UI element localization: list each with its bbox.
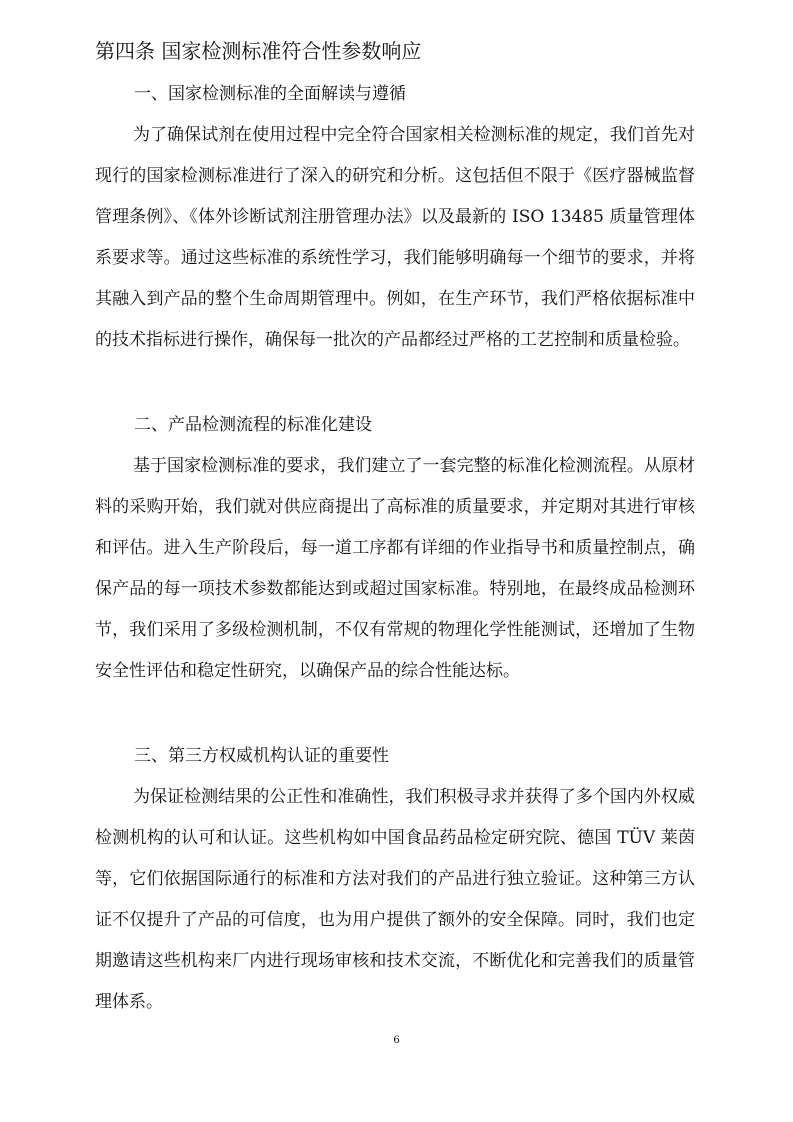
- article-title: 第四条 国家检测标准符合性参数响应: [95, 39, 422, 63]
- section-paragraph-1: 为了确保试剂在使用过程中完全符合国家相关检测标准的规定，我们首先对现行的国家检测标准进行了深入的研究和分析。这包括但不限于《医疗器械监督管理条例》、《体外诊断试剂注册管理办法》以及最新的 ISO 13485 质量管理体系要求等。通过这些标准的系统性学习，我们能够明确每一个细节的要求，并将其融入到产品的整个生命周期管理中。例如，在生产环节，我们严格依据标准中的技术指标进行操作，确保每一批次的产品都经过严格的工艺控制和质量检验。: [95, 125, 695, 350]
- section-paragraph-2: 基于国家检测标准的要求，我们建立了一套完整的标准化检测流程。从原材料的采购开始，我们就对供应商提出了高标准的质量要求，并定期对其进行审核和评估。进入生产阶段后，每一道工序都有详细的作业指导书和质量控制点，确保产品的每一项技术参数都能达到或超过国家标准。特别地，在最终成品检测环节，我们采用了多级检测机制，不仅有常规的物理化学性能测试，还增加了生物安全性评估和稳定性研究，以确保产品的综合性能达标。: [95, 456, 695, 681]
- section-heading-2: 二、产品检测流程的标准化建设: [134, 415, 372, 435]
- section-paragraph-3: 为保证检测结果的公正性和准确性，我们积极寻求并获得了多个国内外权威检测机构的认可和认证。这些机构如中国食品药品检定研究院、德国 TÜV 莱茵等，它们依据国际通行的标准和方法对我们的产品进行独立验证。这种第三方认证不仅提升了产品的可信度，也为用户提供了额外的安全保障。同时，我们也定期邀请这些机构来厂内进行现场审核和技术交流，不断优化和完善我们的质量管理体系。: [95, 787, 695, 1012]
- section-heading-3: 三、第三方权威机构认证的重要性: [134, 746, 389, 766]
- page-number: 6: [393, 1035, 400, 1046]
- section-heading-1: 一、国家检测标准的全面解读与遵循: [134, 84, 406, 104]
